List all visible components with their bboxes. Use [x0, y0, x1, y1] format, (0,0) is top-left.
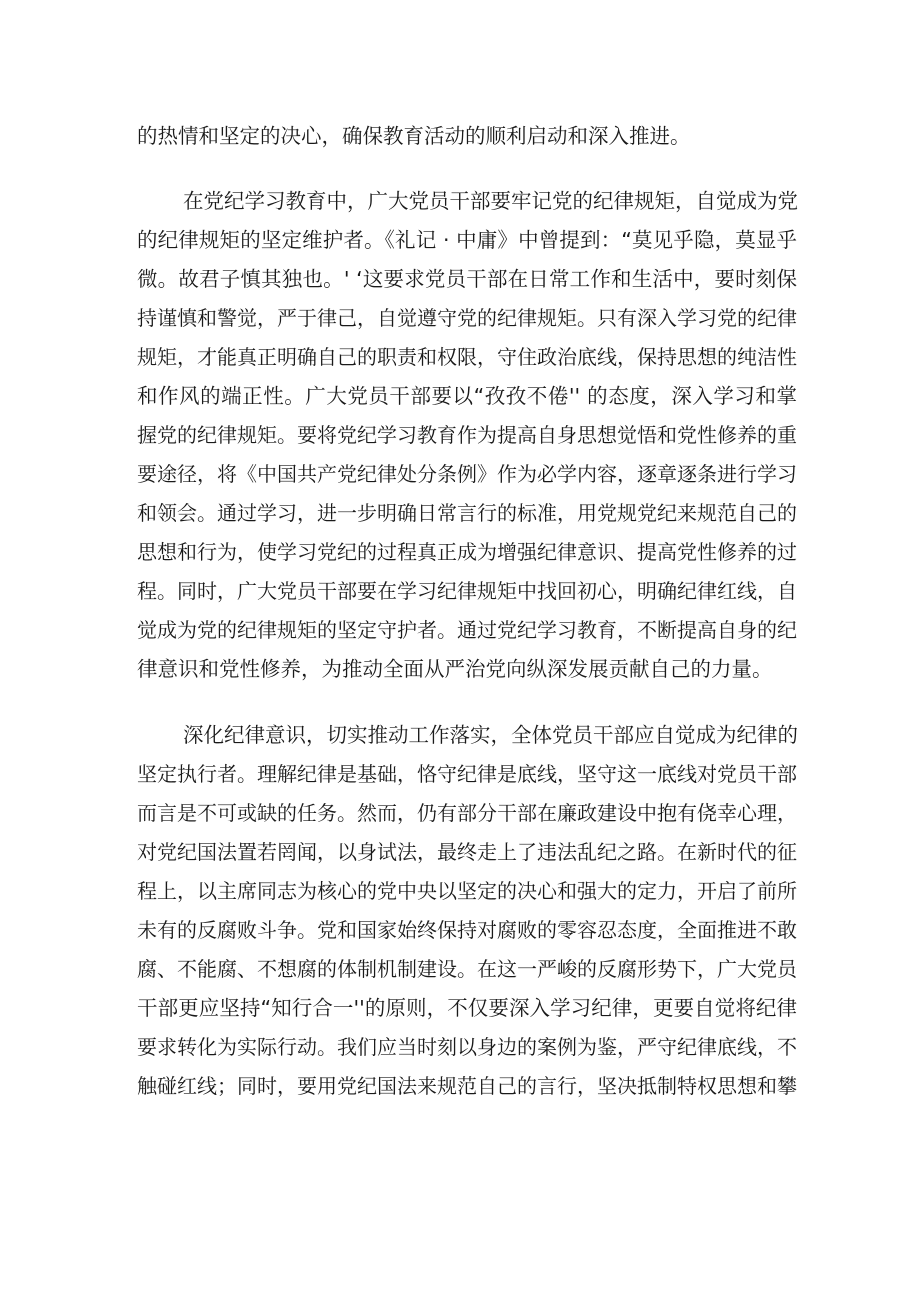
paragraph-line: 持谨慎和警觉，严于律己，自觉遵守党的纪律规矩。只有深入学习党的纪律: [137, 306, 797, 330]
paragraph-line: 规矩，才能真正明确自己的职责和权限，守住政治底线，保持思想的纯洁性: [137, 345, 797, 369]
paragraph-line: 和作风的端正性。广大党员干部要以“孜孜不倦'' 的态度，深入学习和掌: [137, 384, 797, 408]
paragraph-line: 而言是不可或缺的任务。然而，仍有部分干部在廉政建设中抱有侥幸心理，: [137, 801, 797, 825]
paragraph-line: 思想和行为，使学习党纪的过程真正成为增强纪律意识、提高党性修养的过: [137, 540, 797, 564]
paragraph-line: 对党纪国法置若罔闻，以身试法，最终走上了违法乱纪之路。在新时代的征: [137, 840, 797, 864]
paragraph-line: 程上，以主席同志为核心的党中央以坚定的决心和强大的定力，开启了前所: [137, 879, 797, 903]
paragraph-line: 在党纪学习教育中，广大党员干部要牢记党的纪律规矩，自觉成为党: [183, 189, 798, 213]
paragraph-line: 触碰红线；同时，要用党纪国法来规范自己的言行，坚决抵制特权思想和攀: [137, 1074, 797, 1098]
paragraph-line: 程。同时，广大党员干部要在学习纪律规矩中找回初心，明确纪律红线，自: [137, 579, 797, 603]
paragraph-line: 腐、不能腐、不想腐的体制机制建设。在这一严峻的反腐形势下，广大党员: [137, 957, 797, 981]
paragraph-line: 坚定执行者。理解纪律是基础，恪守纪律是底线，坚守这一底线对党员干部: [137, 762, 797, 786]
paragraph-line: 要求转化为实际行动。我们应当时刻以身边的案例为鉴，严守纪律底线，不: [137, 1035, 797, 1059]
paragraph-line: 律意识和党性修养，为推动全面从严治党向纵深发展贡献自己的力量。: [137, 657, 773, 681]
paragraph-line: 微。故君子慎其独也。' ‘这要求党员干部在日常工作和生活中，要时刻保: [137, 267, 797, 291]
paragraph-line: 干部更应坚持“知行合一''的原则，不仅要深入学习纪律，更要自觉将纪律: [137, 996, 797, 1020]
paragraph-line: 的纪律规矩的坚定维护者。《礼记 · 中庸》中曾提到：“莫见乎隐，莫显乎: [137, 228, 797, 252]
paragraph-line: 觉成为党的纪律规矩的坚定守护者。通过党纪学习教育，不断提高自身的纪: [137, 618, 797, 642]
paragraph-line: 要途径，将《中国共产党纪律处分条例》作为必学内容，逐章逐条进行学习: [137, 462, 797, 486]
paragraph-line: 未有的反腐败斗争。党和国家始终保持对腐败的零容忍态度，全面推进不敢: [137, 918, 797, 942]
paragraph-line: 的热情和坚定的决心，确保教育活动的顺利启动和深入推进。: [137, 124, 691, 148]
paragraph-line: 深化纪律意识，切实推动工作落实，全体党员干部应自觉成为纪律的: [183, 723, 798, 747]
paragraph-line: 握党的纪律规矩。要将党纪学习教育作为提高自身思想觉悟和党性修养的重: [137, 423, 797, 447]
paragraph-line: 和领会。通过学习，进一步明确日常言行的标准，用党规党纪来规范自己的: [137, 501, 797, 525]
